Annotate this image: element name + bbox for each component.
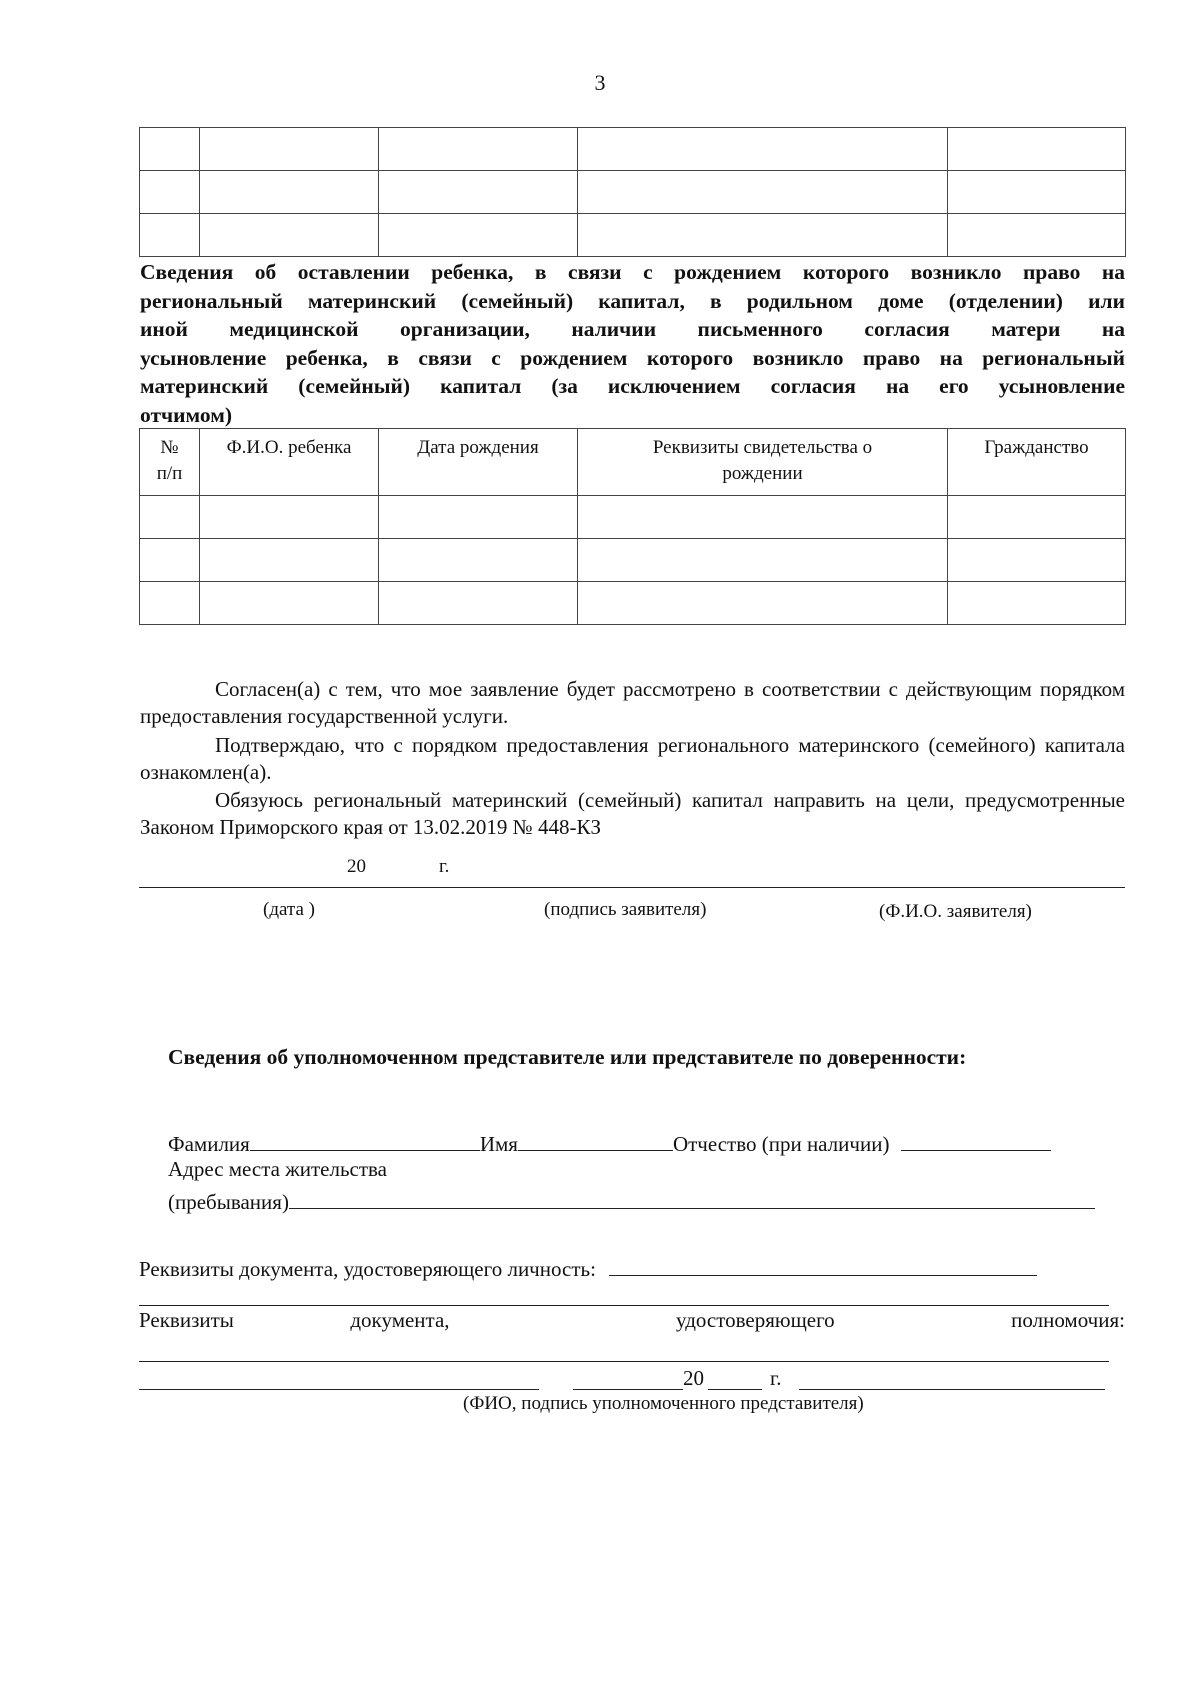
table-row — [140, 582, 1126, 625]
address-field[interactable] — [289, 1186, 1095, 1209]
table-continued — [139, 127, 1126, 257]
table-row — [140, 214, 1126, 257]
label-date: (дата ) — [263, 899, 315, 920]
page-number: 3 — [594, 70, 606, 95]
consent-paragraph: Согласен(а) с тем, что мое заявление будет рассмотрено в соответствии с действующим порядком предоставления государственной услуги. — [140, 677, 1125, 728]
header-birth-date: Дата рождения — [379, 429, 578, 496]
label-signature: (подпись заявителя) — [544, 899, 707, 920]
label-applicant-name: (Ф.И.О. заявителя) — [879, 901, 1032, 922]
address-label: Адрес места жительства — [168, 1157, 387, 1181]
table-header-row — [140, 429, 1126, 496]
id-document-field[interactable] — [609, 1253, 1037, 1276]
header-birth-certificate: Реквизиты свидетельства о рождении — [578, 429, 948, 496]
address-row: (пребывания) — [168, 1186, 1095, 1215]
rep-year-line[interactable] — [708, 1389, 762, 1390]
representative-title: Сведения об уполномоченном представителе или представителе по доверенности: — [168, 1045, 967, 1069]
rep-date-line[interactable] — [573, 1389, 683, 1390]
patronymic-field[interactable] — [901, 1128, 1051, 1151]
id-document-continuation-line[interactable] — [139, 1305, 1109, 1306]
applicant-signature-line[interactable] — [139, 887, 1125, 888]
rep-extra-line[interactable] — [799, 1389, 1105, 1390]
header-citizenship: Гражданство — [948, 429, 1126, 496]
rep-year-prefix: 20 — [683, 1366, 704, 1390]
authority-document-line[interactable] — [139, 1361, 1109, 1362]
table-row — [140, 128, 1126, 171]
authority-document-row: Реквизиты документа, удостоверяющего полномочия: — [139, 1308, 1125, 1332]
children-table — [139, 428, 1126, 625]
rep-year-suffix: г. — [770, 1366, 782, 1390]
header-child-name: Ф.И.О. ребенка — [200, 429, 379, 496]
representative-name-row: Фамилия Имя Отчество (при наличии) — [168, 1128, 1051, 1157]
representative-signature-line[interactable] — [139, 1389, 539, 1390]
table-row — [140, 539, 1126, 582]
surname-field[interactable] — [250, 1128, 480, 1151]
table-row — [140, 171, 1126, 214]
id-document-row: Реквизиты документа, удостоверяющего личность: — [139, 1253, 1037, 1282]
table-row — [140, 496, 1126, 539]
year-prefix: 20 — [347, 856, 366, 877]
representative-signature-caption: (ФИО, подпись уполномоченного представителя) — [463, 1393, 864, 1414]
acknowledgement-paragraph: Подтверждаю, что с порядком предоставления регионального материнского (семейного) капитала ознакомлен(а). — [140, 733, 1125, 784]
year-suffix: г. — [439, 856, 450, 877]
obligation-paragraph: Обязуюсь региональный материнский (семейный) капитал направить на цели, предусмотренные Законом Приморского края от 13.02.2019 № 448-КЗ — [140, 788, 1125, 839]
header-number: № п/п — [140, 429, 200, 496]
name-field[interactable] — [518, 1128, 673, 1151]
section-heading: Сведения об оставлении ребенка, в связи с рождением которого возникло право на региональный материнский (семейный) капитал, в родильном доме (отделении) или иной медицинской организации, наличии письменного согласия матери на усыновление ребенка, в связи с рождением которого возникло право на региональный материнский (семейный) капитал (за исключением согласия на его усыновление отчимом) — [140, 260, 1125, 427]
